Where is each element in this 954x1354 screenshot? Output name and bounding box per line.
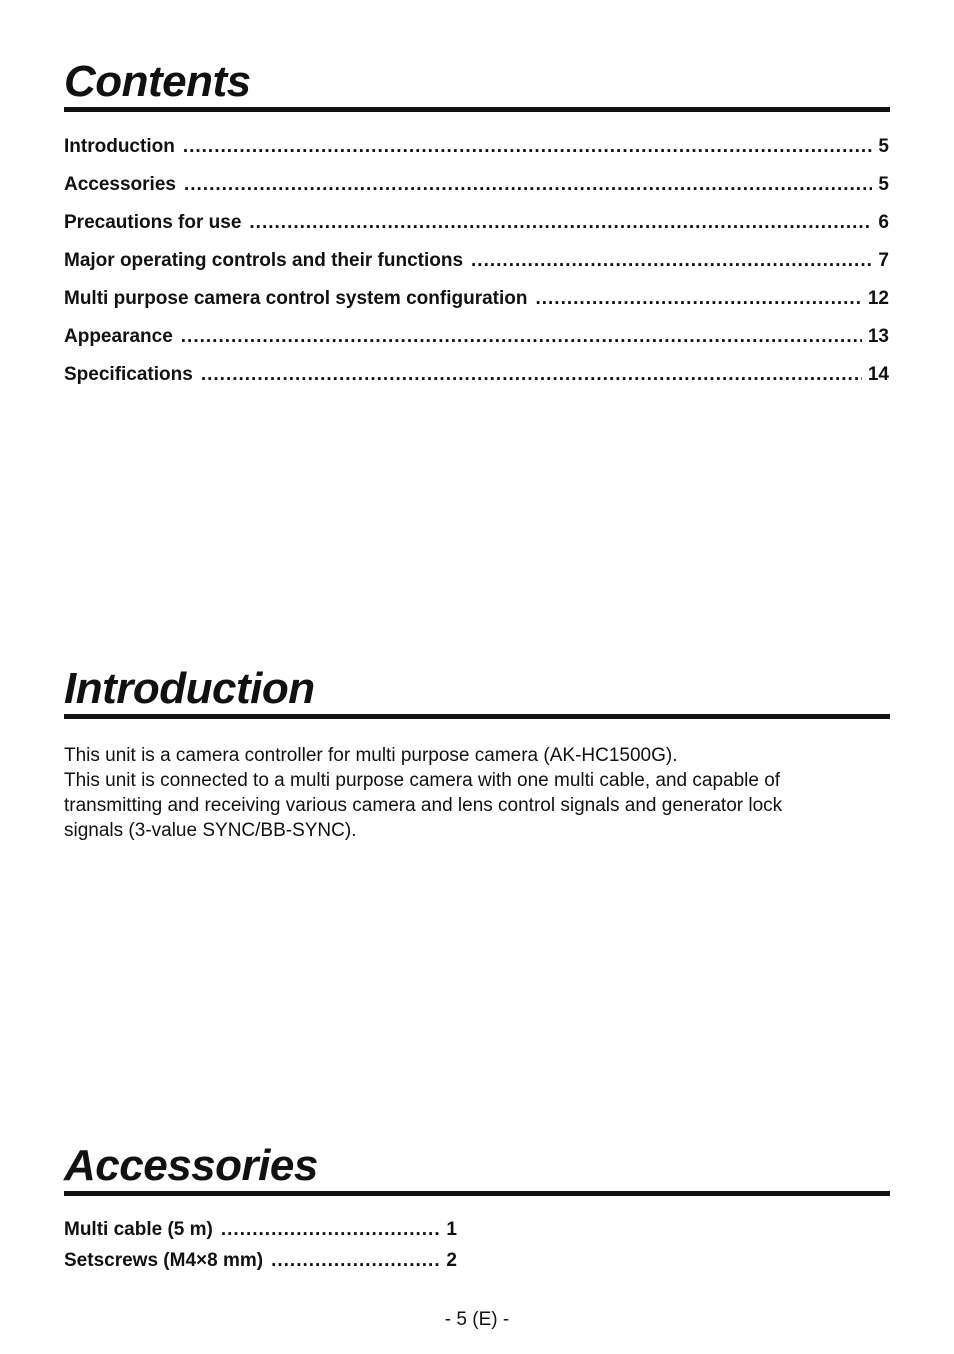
toc-entry-title: Multi purpose camera control system configuration — [64, 288, 528, 309]
toc-entry[interactable] — [64, 326, 889, 364]
accessory-leader-dots — [221, 1219, 441, 1241]
page-number: - 5 (E) - — [444, 1309, 510, 1330]
toc-leader-dots — [181, 326, 862, 348]
contents-heading: Contents — [64, 57, 251, 106]
toc-leader-dots — [201, 364, 862, 386]
toc-entry-title: Specifications — [64, 364, 193, 385]
introduction-line: signals (3-value SYNC/BB-SYNC). — [64, 820, 357, 841]
toc-entry-page: 12 — [867, 288, 889, 309]
introduction-rule — [64, 714, 890, 719]
introduction-line: This unit is a camera controller for multi purpose camera (AK-HC1500G). — [64, 745, 678, 766]
accessory-item — [64, 1250, 457, 1281]
toc-leader-dots — [535, 288, 861, 310]
toc-entry[interactable] — [64, 364, 889, 402]
accessory-name: Setscrews (M4×8 mm) — [64, 1250, 264, 1271]
introduction-heading: Introduction — [64, 664, 315, 713]
toc-leader-dots — [471, 250, 872, 272]
toc-entry-title: Appearance — [64, 326, 173, 347]
toc-entry[interactable] — [64, 288, 889, 326]
toc-entry-page: 7 — [878, 250, 889, 271]
toc-entry-title: Accessories — [64, 174, 176, 195]
accessories-rule — [64, 1191, 890, 1196]
introduction-line: This unit is connected to a multi purpose camera with one multi cable, and capable of — [64, 770, 781, 791]
toc-entry[interactable] — [64, 174, 889, 212]
toc-entry[interactable] — [64, 250, 889, 288]
introduction-line: transmitting and receiving various camera and lens control signals and generator lock — [64, 795, 783, 816]
toc-leader-dots — [183, 136, 873, 158]
accessory-leader-dots — [271, 1250, 440, 1272]
contents-rule — [64, 107, 890, 112]
toc-entry-page: 6 — [878, 212, 889, 233]
toc-entry-page: 13 — [867, 326, 889, 347]
accessory-qty: 2 — [446, 1250, 457, 1271]
accessory-name: Multi cable (5 m) — [64, 1219, 213, 1240]
toc-entry[interactable] — [64, 212, 889, 250]
toc-entry-title: Major operating controls and their functions — [64, 250, 464, 271]
toc-entry[interactable] — [64, 136, 889, 174]
table-of-contents — [64, 136, 889, 402]
toc-leader-dots — [249, 212, 872, 234]
accessory-item — [64, 1219, 457, 1250]
toc-entry-title: Introduction — [64, 136, 175, 157]
toc-entry-page: 5 — [878, 136, 889, 157]
accessory-qty: 1 — [446, 1219, 457, 1240]
toc-leader-dots — [184, 174, 872, 196]
toc-entry-page: 5 — [878, 174, 889, 195]
toc-entry-page: 14 — [867, 364, 889, 385]
accessories-heading: Accessories — [64, 1141, 318, 1190]
accessories-list — [64, 1219, 457, 1281]
toc-entry-title: Precautions for use — [64, 212, 242, 233]
introduction-paragraph — [64, 743, 894, 843]
